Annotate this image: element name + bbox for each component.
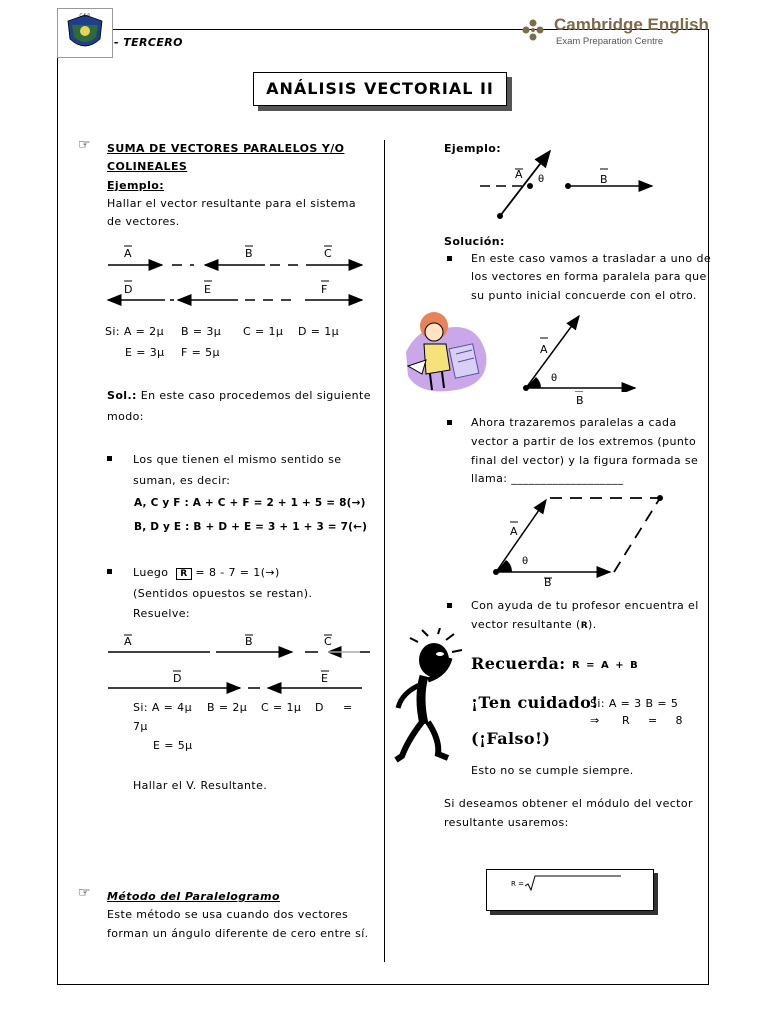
brand-sub: Exam Preparation Centre bbox=[556, 36, 664, 47]
cuidado-result: R = 8 bbox=[622, 714, 683, 727]
value-e: E = 3µ bbox=[125, 346, 165, 359]
bullet1-line1: Los que tienen el mismo sentido se bbox=[133, 453, 342, 466]
sol-right-line3: su punto inicial concuerde con el otro. bbox=[471, 289, 697, 302]
grade-label: - TERCERO bbox=[114, 36, 183, 49]
luego-line bbox=[133, 563, 280, 584]
value-b: B = 3µ bbox=[181, 325, 222, 338]
section1-title-line2: COLINEALES bbox=[107, 160, 188, 173]
sol-label: Sol.: bbox=[107, 389, 137, 402]
value-c: C = 1µ bbox=[243, 325, 284, 338]
ahora-line2: vector a partir de los extremos (punto bbox=[471, 435, 697, 448]
equation-same-sense-right: A, C y F : A + C + F = 2 + 1 + 5 = 8(→) bbox=[134, 497, 366, 509]
r-vector-symbol: R bbox=[580, 621, 589, 631]
sol-line1 bbox=[107, 386, 371, 405]
sol-label-theta: θ bbox=[551, 373, 558, 384]
vec-label-a: A bbox=[124, 247, 132, 260]
section1-title-line1: SUMA DE VECTORES PARALELOS Y/O bbox=[107, 142, 345, 155]
bullet1-line2: suman, es decir: bbox=[133, 474, 231, 487]
section2-title: Método del Paralelogramo bbox=[107, 890, 280, 903]
equation-same-sense-left: B, D y E : B + D + E = 3 + 1 + 3 = 7(←) bbox=[134, 521, 368, 533]
vec2-label-d: D bbox=[173, 672, 182, 685]
ayuda-line1: Con ayuda de tu profesor encuentra el bbox=[471, 599, 699, 612]
prompt-line2: de vectores. bbox=[107, 215, 180, 228]
right-ejemplo-label: Ejemplo: bbox=[444, 142, 502, 155]
bullet-square bbox=[447, 420, 452, 425]
vec-label-c: C bbox=[324, 247, 333, 260]
sol-right-line2: los vectores en forma paralela para que bbox=[471, 270, 707, 283]
para-label-theta: θ bbox=[522, 556, 529, 567]
angle-vectors-diagram-2 bbox=[515, 312, 643, 392]
value2-b: B = 2µ bbox=[207, 701, 248, 714]
value-d: D = 1µ bbox=[298, 325, 340, 338]
vec-label-f: F bbox=[321, 283, 328, 296]
value2-d-label: D bbox=[315, 701, 324, 714]
luego-result: = 8 - 7 = 1(→) bbox=[191, 566, 280, 579]
section2-line1: Este método se usa cuando dos vectores bbox=[107, 908, 349, 921]
vec2-label-c: C bbox=[324, 635, 333, 648]
vec2-label-e: E bbox=[321, 672, 329, 685]
cambridge-logo bbox=[521, 18, 545, 48]
ejemplo-label: Ejemplo: bbox=[107, 179, 165, 192]
solucion-label: Solución: bbox=[444, 235, 505, 248]
square-root-icon bbox=[525, 874, 625, 892]
hand-pointer-icon: ☞ bbox=[78, 885, 91, 901]
recuerda-equation: R = A + B bbox=[572, 660, 640, 671]
teacher-clipart bbox=[400, 304, 492, 396]
cuidado-values: Si: A = 3 B = 5 bbox=[590, 697, 679, 710]
modulo-line1: Si deseamos obtener el módulo del vector bbox=[444, 797, 693, 810]
value2-a: Si: A = 4µ bbox=[133, 701, 192, 714]
vec-label-e: E bbox=[204, 283, 212, 296]
value2-e: E = 5µ bbox=[153, 739, 193, 752]
page-title: ANÁLISIS VECTORIAL II bbox=[253, 72, 507, 106]
svg-text:C.E.P.: C.E.P. bbox=[79, 13, 91, 18]
ayuda-text: vector resultante ( bbox=[471, 618, 581, 631]
no-cumple-text: Esto no se cumple siempre. bbox=[471, 764, 634, 777]
prompt-line1: Hallar el vector resultante para el sistema bbox=[107, 197, 357, 210]
ayuda-line2 bbox=[471, 615, 597, 636]
ahora-line4: llama: ___________________ bbox=[471, 472, 624, 485]
sentidos-note: (Sentidos opuestos se restan). bbox=[133, 587, 313, 600]
resultant-formula-box bbox=[486, 869, 654, 911]
cambridge-flower-icon bbox=[521, 18, 545, 44]
modulo-line2: resultante usaremos: bbox=[444, 816, 569, 829]
worried-figure-clipart bbox=[394, 628, 468, 768]
vec-label-b: B bbox=[245, 247, 253, 260]
sol-label-b: B bbox=[576, 394, 584, 407]
value2-d-value: 7µ bbox=[133, 720, 148, 733]
sol-line2: modo: bbox=[107, 410, 144, 423]
vec2-label-b: B bbox=[245, 635, 253, 648]
recuerda-label: Recuerda: bbox=[471, 654, 566, 673]
para-label-b: B bbox=[544, 576, 552, 589]
column-divider bbox=[384, 140, 385, 962]
cuidado-label: ¡Ten cuidado! bbox=[471, 693, 599, 712]
bullet-square bbox=[447, 256, 452, 261]
value-a: Si: A = 2µ bbox=[105, 325, 164, 338]
school-logo bbox=[57, 8, 113, 58]
angle-vectors-diagram-1 bbox=[478, 148, 658, 220]
r-vector-symbol: R bbox=[176, 568, 191, 580]
vec-label-d: D bbox=[124, 283, 133, 296]
section2-line2: forman un ángulo diferente de cero entre sí. bbox=[107, 927, 369, 940]
bullet-square bbox=[447, 603, 452, 608]
resuelve-label: Resuelve: bbox=[133, 607, 191, 620]
formula-text: R = bbox=[511, 880, 524, 888]
ex-label-b: B bbox=[600, 173, 608, 186]
value2-d-equals: = bbox=[343, 701, 353, 714]
sol-label-a: A bbox=[540, 343, 548, 356]
ayuda-end: ). bbox=[588, 618, 597, 631]
implies-arrow: ⇒ bbox=[590, 714, 600, 727]
sol-right-line1: En este caso vamos a trasladar a uno de bbox=[471, 252, 712, 265]
bullet-square bbox=[107, 456, 112, 461]
hand-pointer-icon: ☞ bbox=[78, 137, 91, 153]
value-f: F = 5µ bbox=[181, 346, 220, 359]
bullet-square bbox=[107, 569, 112, 574]
para-label-a: A bbox=[510, 525, 518, 538]
sol-text: En este caso procedemos del siguiente bbox=[136, 389, 371, 402]
hallar-text: Hallar el V. Resultante. bbox=[133, 779, 268, 792]
luego-label: Luego bbox=[133, 566, 169, 579]
brand-name: Cambridge English bbox=[554, 15, 709, 34]
vec2-label-a: A bbox=[124, 635, 132, 648]
value2-c: C = 1µ bbox=[261, 701, 302, 714]
ex-label-theta: θ bbox=[538, 174, 545, 185]
falso-label: (¡Falso!) bbox=[471, 729, 551, 748]
ex-label-a: A bbox=[515, 168, 523, 181]
ahora-line1: Ahora trazaremos paralelas a cada bbox=[471, 416, 677, 429]
ahora-line3: final del vector) y la figura formada se bbox=[471, 454, 699, 467]
